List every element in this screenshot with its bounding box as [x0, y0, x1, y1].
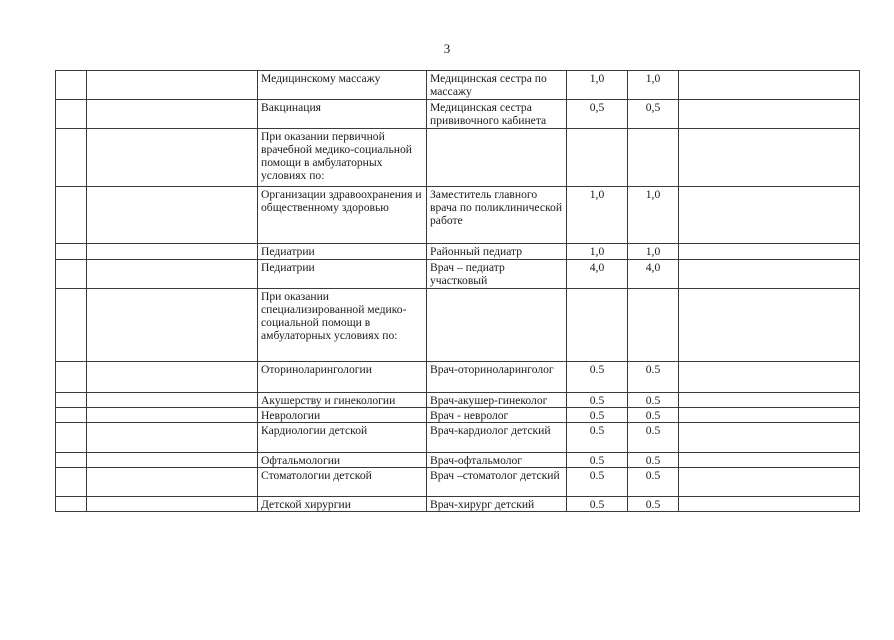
cell-note — [679, 393, 860, 408]
cell-value-1 — [567, 289, 628, 362]
cell-value-1 — [567, 129, 628, 187]
cell-value-1: 1,0 — [567, 71, 628, 100]
cell-direction: Неврологии — [258, 408, 427, 423]
cell-number — [56, 393, 87, 408]
cell-value-1: 0,5 — [567, 100, 628, 129]
cell-number — [56, 244, 87, 260]
cell-value-2: 0.5 — [628, 393, 679, 408]
cell-note — [679, 244, 860, 260]
cell-value-2: 1,0 — [628, 244, 679, 260]
cell-position: Врач-оториноларинголог — [427, 362, 567, 393]
cell-number — [56, 362, 87, 393]
cell-value-1: 0.5 — [567, 497, 628, 512]
cell-position: Медицинская сестра прививочного кабинета — [427, 100, 567, 129]
cell-section-heading: При оказании первичной врачебной медико-социальной помощи в амбулаторных условиях по: — [258, 129, 427, 187]
cell-empty — [87, 362, 258, 393]
table-row — [56, 362, 860, 393]
cell-value-1: 1,0 — [567, 244, 628, 260]
cell-position — [427, 289, 567, 362]
table-row — [56, 71, 860, 100]
cell-position: Медицинская сестра по массажу — [427, 71, 567, 100]
cell-value-1: 0.5 — [567, 468, 628, 497]
page-number: 3 — [443, 41, 451, 56]
cell-direction: Стоматологии детской — [258, 468, 427, 497]
cell-empty — [87, 423, 258, 453]
cell-note — [679, 289, 860, 362]
cell-empty — [87, 289, 258, 362]
table-row — [56, 423, 860, 453]
cell-number — [56, 453, 87, 468]
cell-empty — [87, 453, 258, 468]
cell-empty — [87, 393, 258, 408]
cell-note — [679, 129, 860, 187]
cell-note — [679, 100, 860, 129]
cell-direction: Акушерству и гинекологии — [258, 393, 427, 408]
cell-value-2: 0.5 — [628, 408, 679, 423]
cell-value-2: 0.5 — [628, 497, 679, 512]
cell-value-1: 0.5 — [567, 408, 628, 423]
cell-position: Врач-хирург детский — [427, 497, 567, 512]
cell-position: Врач –стоматолог детский — [427, 468, 567, 497]
cell-empty — [87, 187, 258, 244]
cell-position: Заместитель главного врача по поликлинической работе — [427, 187, 567, 244]
cell-empty — [87, 468, 258, 497]
table-row — [56, 453, 860, 468]
cell-direction: Оториноларингологии — [258, 362, 427, 393]
cell-value-1: 1,0 — [567, 187, 628, 244]
cell-note — [679, 362, 860, 393]
cell-direction: Вакцинация — [258, 100, 427, 129]
cell-direction: Организации здравоохранения и общественному здоровью — [258, 187, 427, 244]
cell-value-2: 1,0 — [628, 71, 679, 100]
cell-empty — [87, 260, 258, 289]
cell-direction: Кардиологии детской — [258, 423, 427, 453]
table-row — [56, 260, 860, 289]
cell-position: Врач-акушер-гинеколог — [427, 393, 567, 408]
table-row — [56, 408, 860, 423]
cell-empty — [87, 100, 258, 129]
cell-value-2 — [628, 289, 679, 362]
cell-value-1: 0.5 — [567, 393, 628, 408]
cell-empty — [87, 71, 258, 100]
cell-value-1: 0.5 — [567, 362, 628, 393]
cell-value-2: 0.5 — [628, 423, 679, 453]
staffing-table — [55, 70, 860, 512]
cell-position: Врач - невролог — [427, 408, 567, 423]
cell-empty — [87, 408, 258, 423]
table-row — [56, 244, 860, 260]
cell-number — [56, 129, 87, 187]
cell-number — [56, 497, 87, 512]
cell-empty — [87, 129, 258, 187]
cell-note — [679, 71, 860, 100]
cell-number — [56, 423, 87, 453]
cell-note — [679, 423, 860, 453]
cell-number — [56, 71, 87, 100]
table-row — [56, 497, 860, 512]
cell-number — [56, 289, 87, 362]
cell-position: Врач – педиатр участковый — [427, 260, 567, 289]
cell-value-1: 0.5 — [567, 423, 628, 453]
cell-empty — [87, 497, 258, 512]
cell-direction: Педиатрии — [258, 260, 427, 289]
cell-number — [56, 187, 87, 244]
cell-position: Врач-кардиолог детский — [427, 423, 567, 453]
table-row — [56, 187, 860, 244]
cell-value-1: 0.5 — [567, 453, 628, 468]
cell-value-1: 4,0 — [567, 260, 628, 289]
cell-value-2: 0,5 — [628, 100, 679, 129]
cell-position — [427, 129, 567, 187]
cell-value-2 — [628, 129, 679, 187]
cell-position: Врач-офтальмолог — [427, 453, 567, 468]
cell-note — [679, 260, 860, 289]
table-row — [56, 468, 860, 497]
cell-note — [679, 453, 860, 468]
cell-note — [679, 187, 860, 244]
cell-number — [56, 468, 87, 497]
table-row — [56, 289, 860, 362]
cell-number — [56, 408, 87, 423]
cell-direction: Медицинскому массажу — [258, 71, 427, 100]
table-row — [56, 100, 860, 129]
cell-number — [56, 260, 87, 289]
cell-section-heading: При оказании специализированной медико-социальной помощи в амбулаторных условиях по: — [258, 289, 427, 362]
table-row — [56, 129, 860, 187]
cell-value-2: 4,0 — [628, 260, 679, 289]
cell-value-2: 0.5 — [628, 362, 679, 393]
cell-note — [679, 468, 860, 497]
cell-direction: Детской хирургии — [258, 497, 427, 512]
cell-direction: Педиатрии — [258, 244, 427, 260]
cell-note — [679, 497, 860, 512]
cell-empty — [87, 244, 258, 260]
cell-direction: Офтальмологии — [258, 453, 427, 468]
cell-position: Районный педиатр — [427, 244, 567, 260]
table-row — [56, 393, 860, 408]
cell-value-2: 1,0 — [628, 187, 679, 244]
cell-number — [56, 100, 87, 129]
cell-value-2: 0.5 — [628, 453, 679, 468]
cell-note — [679, 408, 860, 423]
cell-value-2: 0.5 — [628, 468, 679, 497]
